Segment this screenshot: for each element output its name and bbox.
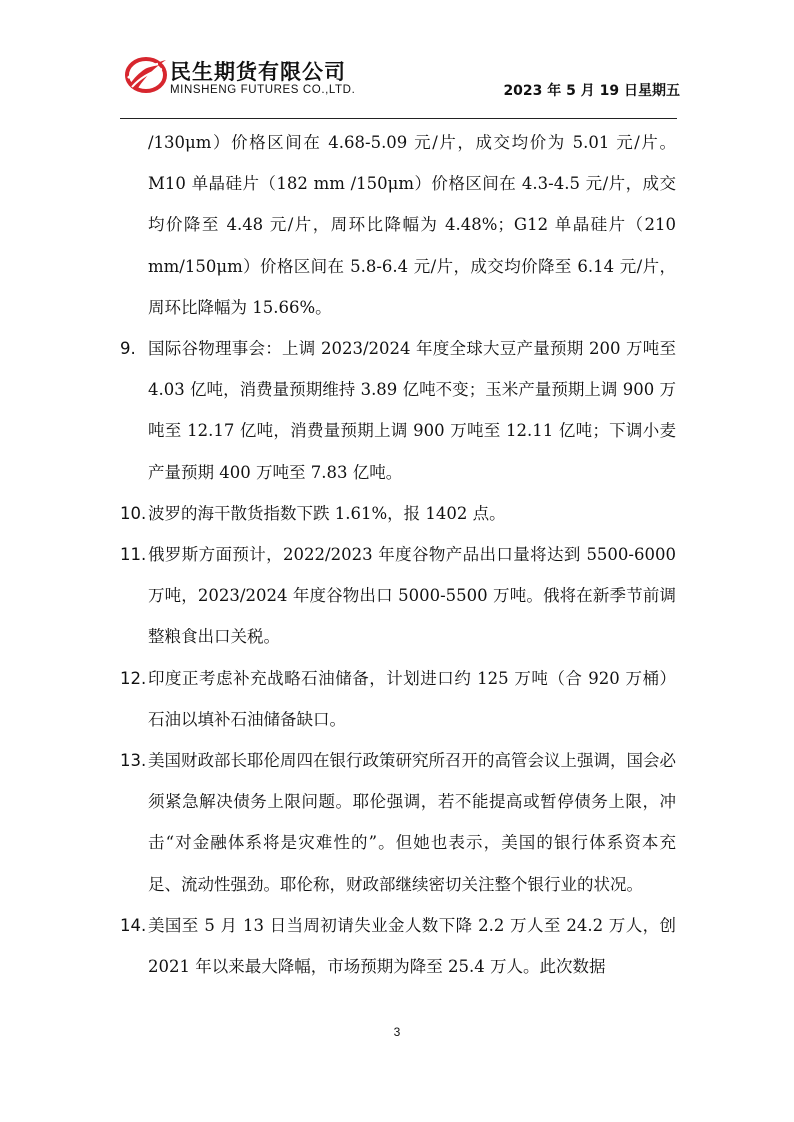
header-divider <box>120 118 677 119</box>
list-item-13 <box>120 740 676 905</box>
report-date: 2023 年 5 月 19 日星期五 <box>503 83 680 99</box>
list-item-text: 美国至 5 月 13 日当周初请失业金人数下降 2.2 万人至 24.2 万人，创 2021 年以来最大降幅，市场预期为降至 25.4 万人。此次数据 <box>148 915 676 977</box>
list-item-number: 11. <box>120 545 147 565</box>
list-item-14 <box>120 905 676 987</box>
continued-paragraph: /130μm）价格区间在 4.68-5.09 元/片，成交均价为 5.01 元/片。M10 单晶硅片（182 mm /150μm）价格区间在 4.3-4.5 元/片，成交均价降至 4.48 元/片，周环比降幅为 4.48%；G12 单晶硅片（210 mm/150μm）价格区间在 5.8-6.4 元/片，成交均价降至 6.14 元/片，周环比降幅为 15.66%。 <box>148 133 676 317</box>
page-header <box>120 48 680 110</box>
list-item-9 <box>120 328 676 493</box>
list-item-text: 国际谷物理事会：上调 2023/2024 年度全球大豆产量预期 200 万吨至 4.03 亿吨，消费量预期维持 3.89 亿吨不变；玉米产量预期上调 900 万吨至 12.17 亿吨，消费量预期上调 900 万吨至 12.11 亿吨；下调小麦产量预期 400 万吨至 7.83 亿吨。 <box>148 339 676 482</box>
minsheng-logo-icon <box>124 54 168 94</box>
list-item-text: 美国财政部长耶伦周四在银行政策研究所召开的高管会议上强调，国会必须紧急解决债务上限问题。耶伦强调，若不能提高或暂停债务上限，冲击“对金融体系将是灾难性的”。但她也表示，美国的银行体系资本充足、流动性强劲。耶伦称，财政部继续密切关注整个银行业的状况。 <box>148 751 676 894</box>
list-item-number: 13. <box>120 751 147 771</box>
list-item-number: 10. <box>120 503 147 523</box>
list-item-11 <box>120 534 676 658</box>
list-item-text: 印度正考虑补充战略石油储备，计划进口约 125 万吨（合 920 万桶）石油以填补石油储备缺口。 <box>148 668 676 729</box>
list-item-10 <box>120 493 676 534</box>
list-item-text: 俄罗斯方面预计，2022/2023 年度谷物产品出口量将达到 5500-6000 万吨，2023/2024 年度谷物出口 5000-5500 万吨。俄将在新季节前调整粮食出口关税。 <box>148 545 676 647</box>
list-item-number: 12. <box>120 668 147 688</box>
logo-chinese-name: 民生期货有限公司 <box>170 60 346 84</box>
list-item-number: 9. <box>120 339 136 359</box>
logo-english-name: MINSHENG FUTURES CO.,LTD. <box>170 84 356 96</box>
list-item-text: 波罗的海干散货指数下跌 1.61%，报 1402 点。 <box>148 503 506 523</box>
company-logo <box>120 48 380 100</box>
page-number: 3 <box>393 1025 401 1039</box>
list-item-number: 14. <box>120 915 147 935</box>
document-body <box>120 122 676 987</box>
list-item-12 <box>120 658 676 740</box>
